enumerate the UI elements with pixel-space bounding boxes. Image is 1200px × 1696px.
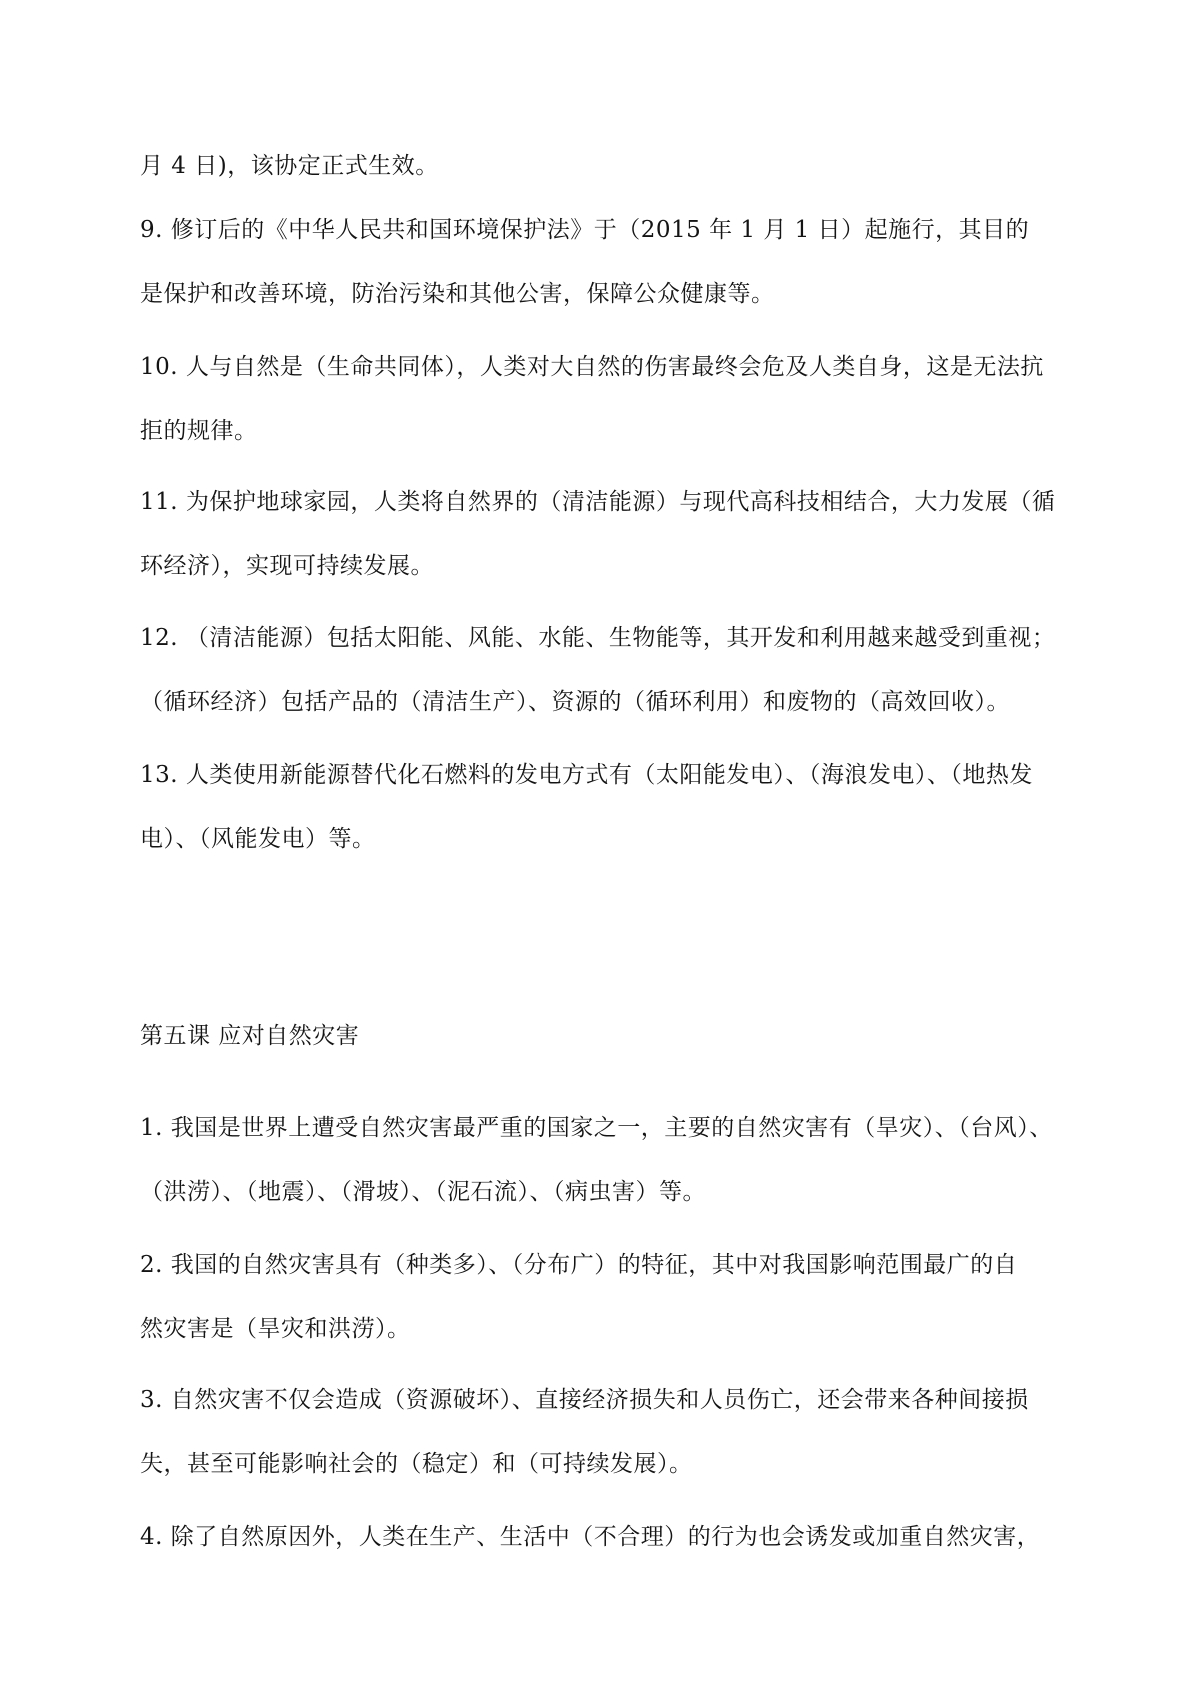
text-line: 9. 修订后的《中华人民共和国环境保护法》于（2015 年 1 月 1 日）起施行，其目的 bbox=[140, 217, 1030, 243]
list-item-8-continuation bbox=[140, 134, 1070, 198]
text-line: 是保护和改善环境，防治污染和其他公害，保障公众健康等。 bbox=[140, 281, 775, 307]
list-item-4 bbox=[140, 1505, 1070, 1569]
list-item-10 bbox=[140, 335, 1070, 463]
text-line: 拒的规律。 bbox=[140, 418, 258, 444]
text-line: （洪涝）、（地震）、（滑坡）、（泥石流）、（病虫害）等。 bbox=[140, 1179, 706, 1205]
list-item-1 bbox=[140, 1096, 1070, 1224]
text-line: 环经济），实现可持续发展。 bbox=[140, 553, 434, 579]
list-item-13 bbox=[140, 743, 1070, 871]
list-item-3 bbox=[140, 1368, 1070, 1496]
list-item-9 bbox=[140, 198, 1070, 326]
text-line: 3. 自然灾害不仅会造成（资源破坏）、直接经济损失和人员伤亡，还会带来各种间接损 bbox=[140, 1387, 1029, 1413]
list-item-11 bbox=[140, 470, 1070, 598]
text-line: 月 4 日)，该协定正式生效。 bbox=[140, 153, 439, 179]
text-line: 失，甚至可能影响社会的（稳定）和（可持续发展）。 bbox=[140, 1451, 693, 1477]
text-line: 4. 除了自然原因外，人类在生产、生活中（不合理）的行为也会诱发或加重自然灾害， bbox=[140, 1524, 1041, 1550]
list-item-2 bbox=[140, 1233, 1070, 1361]
text-line: 2. 我国的自然灾害具有（种类多）、（分布广）的特征，其中对我国影响范围最广的自 bbox=[140, 1252, 1018, 1278]
list-item-12 bbox=[140, 606, 1070, 734]
text-line: 11. 为保护地球家园，人类将自然界的（清洁能源）与现代高科技相结合，大力发展（循 bbox=[140, 489, 1056, 515]
text-line: 然灾害是（旱灾和洪涝）。 bbox=[140, 1316, 411, 1342]
text-line: 电）、（风能发电）等。 bbox=[140, 826, 376, 852]
text-line: （循环经济）包括产品的（清洁生产）、资源的（循环利用）和废物的（高效回收）。 bbox=[140, 689, 1010, 715]
text-line: 1. 我国是世界上遭受自然灾害最严重的国家之一，主要的自然灾害有（旱灾）、（台风）、 bbox=[140, 1115, 1053, 1141]
lesson-heading: 第五课 应对自然灾害 bbox=[140, 1023, 360, 1049]
text-line: 12. （清洁能源）包括太阳能、风能、水能、生物能等，其开发和利用越来越受到重视； bbox=[140, 625, 1056, 651]
text-line: 13. 人类使用新能源替代化石燃料的发电方式有（太阳能发电）、（海浪发电）、（地热发 bbox=[140, 762, 1033, 788]
text-line: 10. 人与自然是（生命共同体），人类对大自然的伤害最终会危及人类自身，这是无法抗 bbox=[140, 354, 1044, 380]
